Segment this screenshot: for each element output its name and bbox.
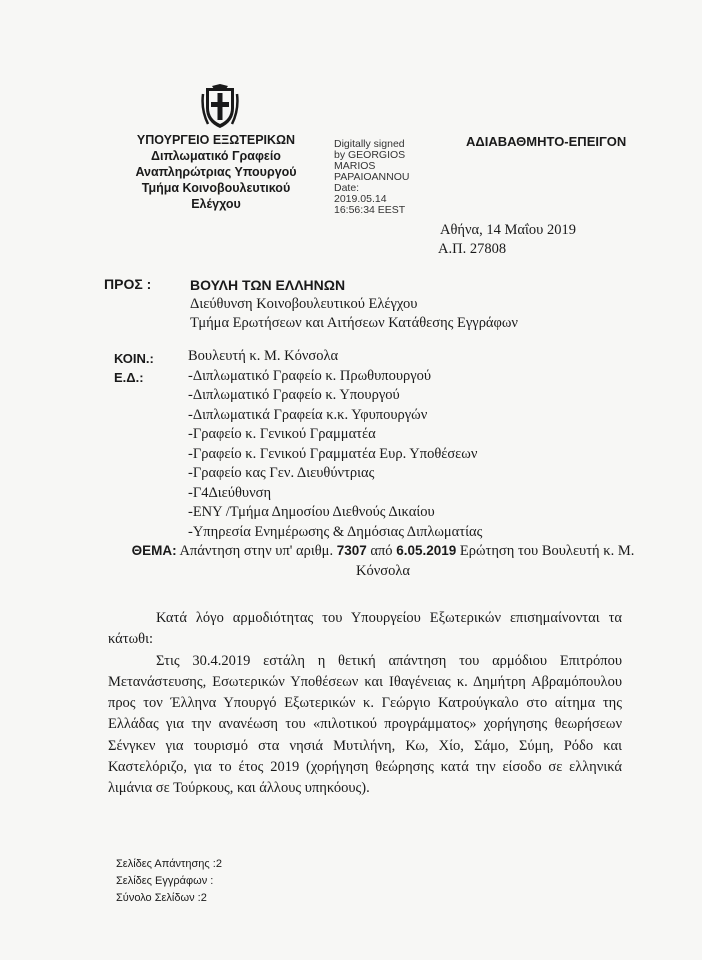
ministry-line: ΥΠΟΥΡΓΕΙΟ ΕΞΩΤΕΡΙΚΩΝ (136, 133, 296, 147)
ministry-header (108, 132, 324, 212)
cc-labels (114, 349, 154, 387)
to-line: Τμήμα Ερωτήσεων και Αιτήσεων Κατάθεσης Εγγράφων (190, 315, 518, 331)
document-body (108, 608, 622, 800)
list-item: -Γραφείο κας Γεν. Διευθύντριας (188, 465, 375, 481)
subject-label: ΘΕΜΑ: (131, 543, 177, 558)
list-item: -Διπλωματικό Γραφείο κ. Υπουργού (188, 387, 400, 403)
list-item: -Γ4Διεύθυνση (188, 484, 272, 501)
page-count-footer (116, 856, 222, 907)
to-main-recipient: ΒΟΥΛΗ ΤΩΝ ΕΛΛΗΝΩΝ (190, 277, 346, 293)
digital-signature (334, 139, 444, 216)
signature-line: by GEORGIOS (334, 149, 406, 161)
to-recipient (190, 276, 518, 333)
footer-line: Σελίδες Εγγράφων : (116, 875, 214, 887)
list-item: -Διπλωματικό Γραφείο κ. Πρωθυπουργού (188, 367, 432, 384)
cc-list (188, 347, 482, 542)
document-date: Αθήνα, 14 Μαΐου 2019 (440, 222, 576, 238)
to-line: Διεύθυνση Κοινοβουλευτικού Ελέγχου (190, 296, 418, 312)
subject-line (118, 541, 648, 581)
signature-line: Date: (334, 182, 360, 194)
greek-coat-of-arms-icon (200, 84, 240, 130)
question-date: 6.05.2019 (396, 543, 457, 558)
protocol-number: Α.Π. 27808 (438, 241, 507, 257)
ministry-line: Τμήμα Κοινοβουλευτικού (141, 181, 291, 195)
question-number: 7307 (336, 543, 367, 558)
signature-line: 2019.05.14 (334, 193, 387, 205)
subject-text: Απάντηση στην υπ' αριθμ. (176, 543, 337, 559)
ministry-line: Διπλωματικό Γραφείο (151, 149, 281, 163)
list-item: -Διπλωματικά Γραφεία κ.κ. Υφυπουργών (188, 406, 428, 423)
list-item: -ΕΝΥ /Τμήμα Δημοσίου Διεθνούς Δικαίου (188, 504, 435, 520)
footer-line: Σύνολο Σελίδων :2 (116, 892, 207, 904)
body-paragraph: Στις 30.4.2019 εστάλη η θετική απάντηση του αρμόδιου Επιτρόπου Μετανάστευσης, Εσωτερικών Υποθέσεων και Ιθαγένειας κ. Δημήτρη Αβραμόπουλου προς τον Έλληνα Υπουργό Εξωτερικών κ. Γεώργιο Κατρούγκαλο στο αίτημα της Ελλάδας για την ανανέωση του «πιλοτικού προγράμματος» χορήγησης θεωρήσεων Σένγκεν για τουρισμό στα νησιά Μυτιλήνη, Κω, Χίο, Σάμο, Σύμη, Ρόδο και Καστελόριζο, για το έτος 2019 (χορήγηση θεώρησης κατά την είσοδο σε ελληνικά λιμάνια σε Τούρκους, και άλλους υπηκόους). (108, 652, 622, 797)
ministry-line: Αναπληρώτριας Υπουργού (135, 165, 297, 179)
classification-label: ΑΔΙΑΒΑΘΜΗΤΟ-ΕΠΕΙΓΟΝ (466, 134, 627, 149)
body-paragraph: Κατά λόγο αρμοδιότητας του Υπουργείου Εξωτερικών επισημαίνονται τα κάτωθι: (108, 610, 622, 648)
signature-line: PAPAIOANNOU (334, 171, 410, 183)
ministry-line: Ελέγχου (191, 197, 241, 211)
list-item: -Γραφείο κ. Γενικού Γραμματέα (188, 426, 376, 442)
subject-text: από (366, 543, 397, 559)
koin-label: ΚΟΙΝ.: (114, 351, 154, 366)
signature-line: 16:56:34 EEST (334, 204, 406, 216)
list-item: -Υπηρεσία Ενημέρωσης & Δημόσιας Διπλωματίας (188, 523, 483, 540)
to-label: ΠΡΟΣ : (104, 276, 152, 292)
list-item: -Γραφείο κ. Γενικού Γραμματέα Ευρ. Υποθέσεων (188, 445, 478, 462)
subject-text: Ερώτηση του Βουλευτή κ. Μ. Κόνσολα (356, 543, 635, 579)
ed-label: Ε.Δ.: (114, 370, 144, 385)
list-item: Βουλευτή κ. Μ. Κόνσολα (188, 348, 339, 364)
signature-line: Digitally signed (334, 138, 405, 150)
footer-line: Σελίδες Απάντησης :2 (116, 858, 222, 870)
signature-line: MARIOS (334, 160, 376, 172)
